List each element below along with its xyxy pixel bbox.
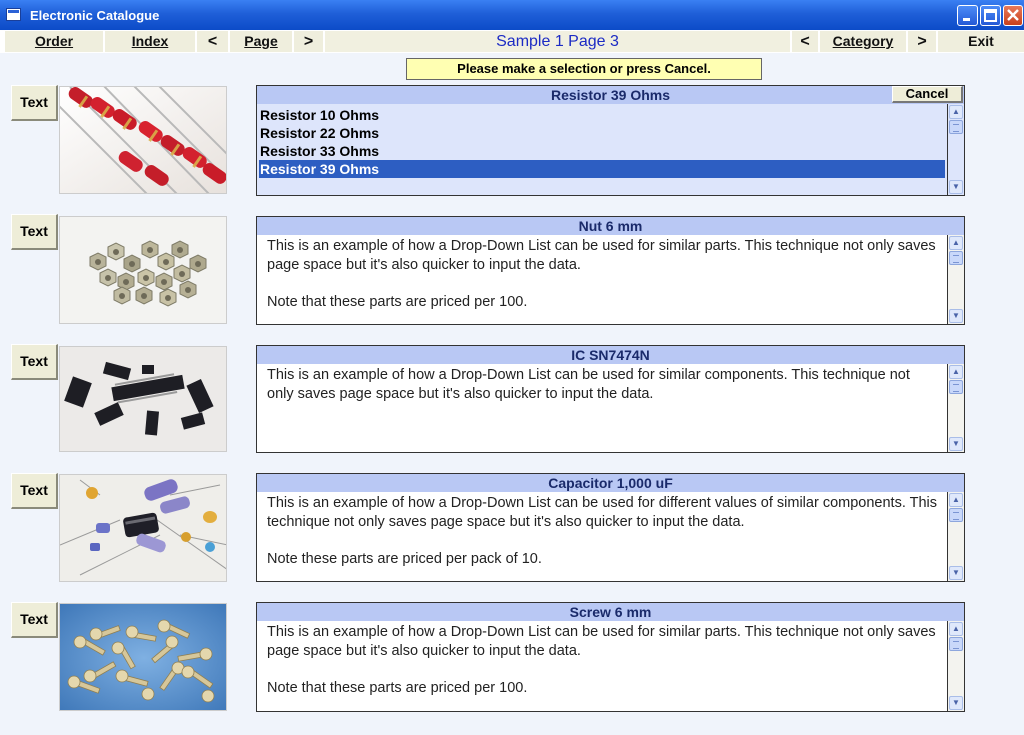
- scroll-thumb[interactable]: [949, 380, 963, 394]
- product-panel-ic: [256, 345, 965, 454]
- category-label: Category: [832, 33, 894, 49]
- scroll-up-icon[interactable]: ▲: [949, 493, 963, 507]
- text-button-ic[interactable]: Text: [11, 344, 58, 380]
- list-scrollbar[interactable]: [948, 104, 965, 196]
- text-button-nut[interactable]: Text: [11, 214, 58, 250]
- product-title: Capacitor 1,000 uF: [256, 473, 965, 493]
- description-text: This is an example of how a Drop-Down List can be used for different values of similar components. This technique not only saves page space but it's also quicker to input the data.: [267, 495, 938, 530]
- window-title: Electronic Catalogue: [30, 8, 160, 23]
- description-scrollbar[interactable]: [948, 621, 965, 712]
- scroll-thumb[interactable]: [949, 120, 963, 134]
- pricing-note: Note that these parts are priced per 100.: [267, 294, 528, 310]
- maximize-icon: [981, 6, 1000, 25]
- resistor-value-list[interactable]: [256, 104, 948, 196]
- pricing-note: Note these parts are priced per pack of 10.: [267, 551, 542, 567]
- scroll-down-icon[interactable]: ▼: [949, 437, 963, 451]
- pricing-note: Note that these parts are priced per 100.: [267, 680, 528, 696]
- scroll-down-icon[interactable]: ▼: [949, 696, 963, 710]
- next-page-button[interactable]: >: [294, 31, 325, 52]
- list-item-selected[interactable]: Resistor 39 Ohms: [259, 160, 945, 178]
- page-button[interactable]: [230, 31, 294, 52]
- scroll-down-icon[interactable]: ▼: [949, 180, 963, 194]
- index-button[interactable]: [105, 31, 197, 52]
- list-item[interactable]: Resistor 33 Ohms: [260, 143, 380, 159]
- previous-category-button[interactable]: <: [792, 31, 820, 52]
- product-description: [256, 364, 948, 453]
- scroll-up-icon[interactable]: ▲: [949, 105, 963, 119]
- ic-chips-photo: [59, 346, 227, 452]
- page-title: Sample 1 Page 3: [325, 31, 792, 52]
- resistors-photo: [59, 86, 227, 194]
- capacitors-photo: [59, 474, 227, 582]
- cancel-button[interactable]: Cancel: [892, 86, 963, 103]
- scroll-thumb[interactable]: [949, 251, 963, 265]
- selection-prompt: Please make a selection or press Cancel.: [406, 58, 762, 80]
- description-scrollbar[interactable]: [948, 235, 965, 325]
- scroll-up-icon[interactable]: ▲: [949, 365, 963, 379]
- maximize-button[interactable]: [980, 5, 1001, 26]
- scroll-thumb[interactable]: [949, 508, 963, 522]
- category-button[interactable]: [820, 31, 908, 52]
- text-button-screw[interactable]: Text: [11, 602, 58, 638]
- close-button[interactable]: [1003, 5, 1023, 26]
- scroll-down-icon[interactable]: ▼: [949, 566, 963, 580]
- list-item[interactable]: Resistor 22 Ohms: [260, 125, 380, 141]
- product-description: [256, 235, 948, 325]
- description-scrollbar[interactable]: [948, 364, 965, 453]
- order-button[interactable]: [5, 31, 105, 52]
- app-window-icon: [6, 8, 21, 21]
- product-description: [256, 621, 948, 712]
- scroll-up-icon[interactable]: ▲: [949, 236, 963, 250]
- product-title: Nut 6 mm: [256, 216, 965, 236]
- product-title: Screw 6 mm: [256, 602, 965, 622]
- list-item[interactable]: Resistor 10 Ohms: [260, 107, 380, 123]
- product-panel-resistor: [256, 85, 965, 197]
- product-panel-capacitor: [256, 473, 965, 582]
- screws-photo: [59, 603, 227, 711]
- minimize-button[interactable]: [957, 5, 978, 26]
- index-label: Index: [131, 33, 169, 49]
- minimize-icon: [958, 6, 977, 25]
- text-button-capacitor[interactable]: Text: [11, 473, 58, 509]
- order-label: Order: [34, 33, 74, 49]
- previous-page-button[interactable]: <: [197, 31, 230, 52]
- product-panel-screw: [256, 602, 965, 712]
- description-text: This is an example of how a Drop-Down List can be used for similar parts. This technique not only saves page space but it's also quicker to input the data.: [267, 238, 936, 273]
- description-text: This is an example of how a Drop-Down List can be used for similar components. This technique not only saves page space but it's also quicker to input the data.: [267, 367, 910, 402]
- close-icon: [1004, 6, 1022, 25]
- product-title: IC SN7474N: [256, 345, 965, 365]
- menu-bar: [0, 30, 1024, 53]
- scroll-thumb[interactable]: [949, 637, 963, 651]
- product-panel-nut: [256, 216, 965, 325]
- text-button-resistor[interactable]: Text: [11, 85, 58, 121]
- nuts-photo: [59, 216, 227, 324]
- description-text: This is an example of how a Drop-Down List can be used for similar parts. This technique not only saves page space but it's also quicker to input the data.: [267, 624, 936, 659]
- scroll-down-icon[interactable]: ▼: [949, 309, 963, 323]
- page-label: Page: [244, 33, 278, 49]
- product-description: [256, 492, 948, 582]
- window-title-bar[interactable]: [0, 0, 1024, 30]
- scroll-up-icon[interactable]: ▲: [949, 622, 963, 636]
- exit-button[interactable]: Exit: [938, 31, 1024, 52]
- description-scrollbar[interactable]: [948, 492, 965, 582]
- next-category-button[interactable]: >: [908, 31, 938, 52]
- product-title: Resistor 39 Ohms: [256, 85, 965, 105]
